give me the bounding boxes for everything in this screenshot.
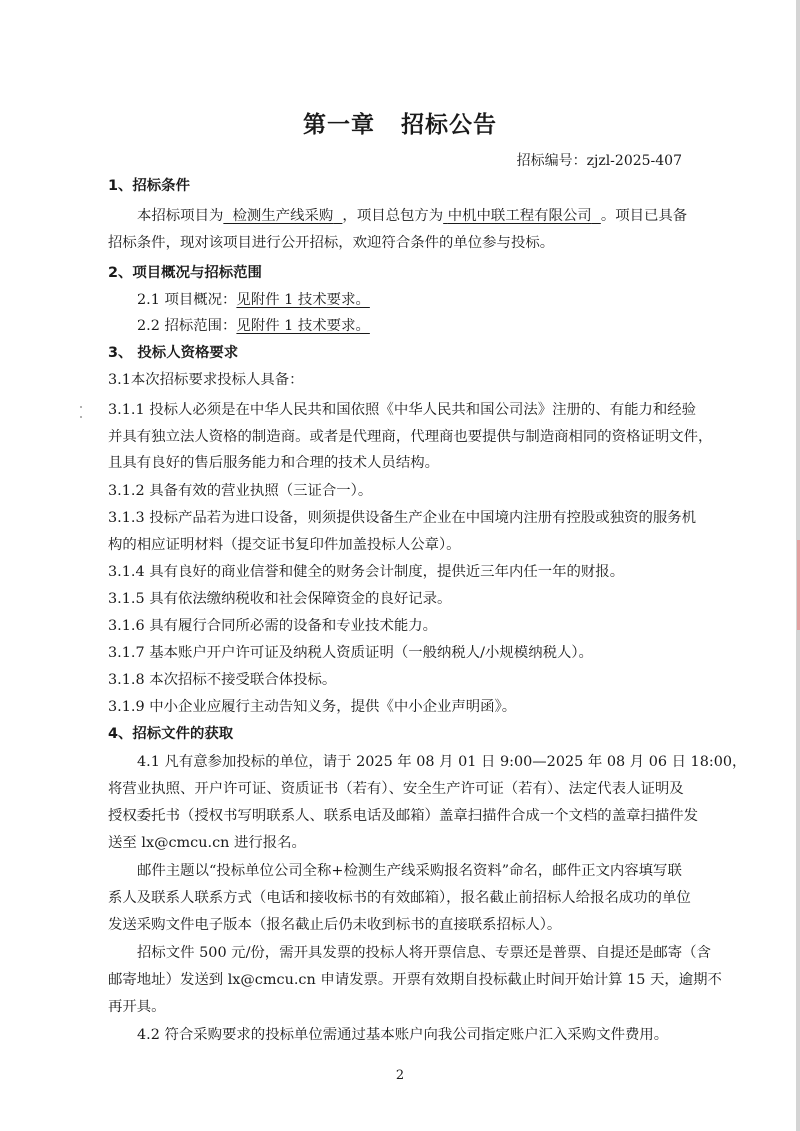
- item-value: 见附件 1 技术要求。: [236, 292, 370, 308]
- page-title: [0, 106, 800, 139]
- section-1-line-2: 招标条件，现对该项目进行公开招标，欢迎符合条件的单位参与投标。: [108, 235, 555, 251]
- section-1-line-1: [137, 206, 717, 226]
- section-2-heading: 2、项目概况与招标范围: [108, 265, 262, 281]
- section-1-heading: 1、招标条件: [108, 178, 190, 194]
- item-4-2: 4.2 符合采购要求的投标单位需通过基本账户向我公司指定账户汇入采购文件费用。: [137, 1027, 669, 1043]
- item-4-1-cont: 授权委托书（授权书写明联系人、联系电话及邮箱）盖章扫描件合成一个文档的盖章扫描件发: [108, 808, 699, 824]
- item-4-1: 4.1 凡有意参加投标的单位，请于 2025 年 08 月 01 日 9:00—2025 年 08 月 06 日 18:00，: [137, 754, 747, 770]
- text: 。项目已具备: [600, 208, 688, 224]
- item-2-2: [137, 316, 717, 336]
- fee-paragraph-cont: 再开具。: [108, 999, 166, 1015]
- item-label: 2.1 项目概况：: [137, 292, 237, 308]
- item-2-1: [137, 290, 717, 310]
- text: ，项目总包方为: [342, 208, 444, 224]
- section-3-heading: 3、 投标人资格要求: [108, 345, 239, 361]
- item-3-1-9: 3.1.9 中小企业应履行主动告知义务，提供《中小企业声明函》。: [108, 699, 517, 715]
- project-name: [223, 208, 342, 224]
- item-3-1-5: 3.1.5 具有依法缴纳税收和社会保障资金的良好记录。: [108, 591, 452, 607]
- page-number: 2: [395, 1068, 405, 1083]
- item-3-1-1-cont: 并具有独立法人资格的制造商。或者是代理商，代理商也要提供与制造商相同的资格证明文件，: [108, 429, 713, 445]
- item-3-1-4: 3.1.4 具有良好的商业信誉和健全的财务会计制度，提供近三年内任一年的财报。: [108, 564, 625, 580]
- mail-paragraph-cont: 发送采购文件电子版本（报名截止后仍未收到标书的直接联系招标人）。: [108, 917, 562, 933]
- section-4-heading: 4、招标文件的获取: [108, 726, 234, 742]
- contractor-name: [443, 208, 601, 224]
- contractor-name-text: 中机中联工程有限公司: [447, 208, 592, 224]
- fee-paragraph: 招标文件 500 元/份，需开具发票的投标人将开票信息、专票还是普票、自提还是邮寄（含: [137, 945, 711, 961]
- item-label: 2.2 招标范围：: [137, 318, 237, 334]
- chapter-label: 第一章: [303, 112, 375, 138]
- item-3-1-3-cont: 构的相应证明材料（提交证书复印件加盖投标人公章）。: [108, 537, 461, 553]
- item-3-1-6: 3.1.6 具有履行合同所必需的设备和专业技术能力。: [108, 618, 438, 634]
- item-4-1-cont: 将营业执照、开户许可证、资质证书（若有）、安全生产许可证（若有）、法定代表人证明及: [108, 781, 684, 797]
- fee-paragraph-cont: 邮寄地址）发送到 lx@cmcu.cn 申请发票。开票有效期自投标截止时间开始计算 15 天，逾期不: [108, 972, 722, 988]
- chapter-name: 招标公告: [401, 112, 497, 138]
- item-3-1-1: 3.1.1 投标人必须是在中华人民共和国依照《中华人民共和国公司法》注册的、有能力和经验: [108, 402, 697, 418]
- item-3-1-8: 3.1.8 本次招标不接受联合体投标。: [108, 672, 337, 688]
- item-3-1-1-cont: 且具有良好的售后服务能力和合理的技术人员结构。: [108, 455, 439, 471]
- item-4-1-cont: 送至 lx@cmcu.cn 进行报名。: [108, 835, 306, 851]
- item-3-1-3: 3.1.3 投标产品若为进口设备，则须提供设备生产企业在中国境内注册有控股或独资的服务机: [108, 510, 697, 526]
- scan-speck: [80, 406, 82, 408]
- project-name-text: 检测生产线采购: [232, 208, 334, 224]
- item-3-1-2: 3.1.2 具备有效的营业执照（三证合一）。: [108, 483, 373, 499]
- mail-paragraph-cont: 系人及联系人联系方式（电话和接收标书的有效邮箱），报名截止前招标人给报名成功的单位: [108, 890, 691, 906]
- mail-paragraph: 邮件主题以“投标单位公司全称+检测生产线采购报名资料”命名，邮件正文内容填写联: [137, 863, 682, 879]
- item-value: 见附件 1 技术要求。: [236, 318, 370, 334]
- item-3-1: 3.1本次招标要求投标人具备：: [108, 372, 304, 388]
- scan-speck: [80, 416, 82, 418]
- text: 本招标项目为: [137, 208, 224, 224]
- tender-number: 招标编号：zjzl-2025-407: [516, 153, 682, 169]
- item-3-1-7: 3.1.7 基本账户开户许可证及纳税人资质证明（一般纳税人/小规模纳税人）。: [108, 645, 593, 661]
